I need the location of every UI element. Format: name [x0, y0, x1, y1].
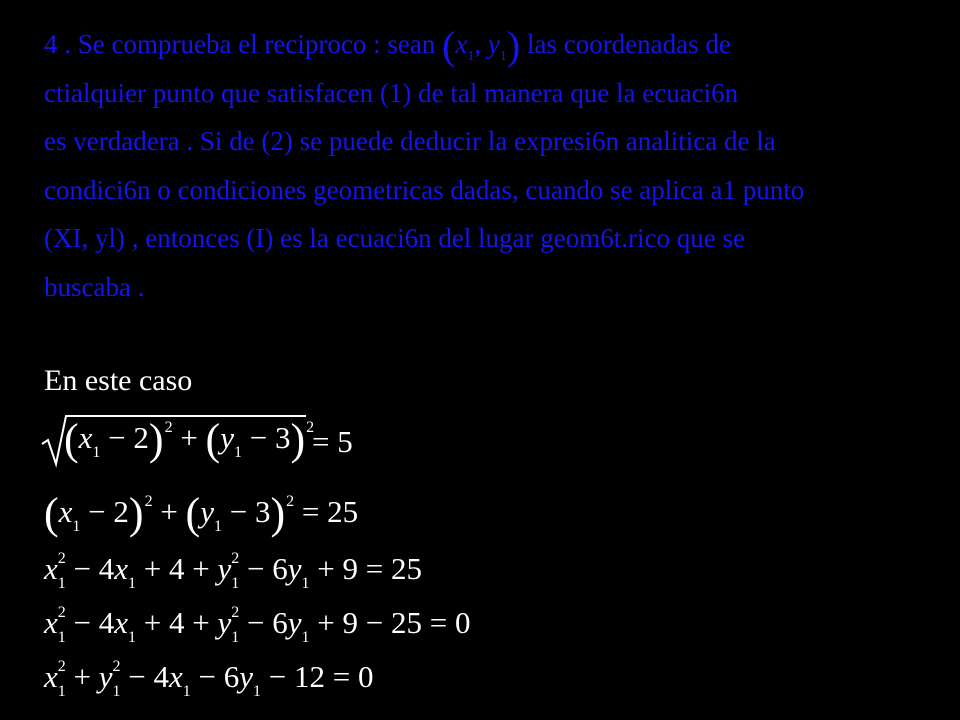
- equation-2: $(x_1 - 2)^2 + (y_1 - 3)^2 = 25$: [44, 489, 359, 538]
- line1-text-start: 4 . Se comprueba el reciproco : sean: [44, 29, 436, 59]
- paragraph-line-5: (XI, yl) , entonces (I) es la ecuaci6n del lugar geom6t.rico que se: [44, 223, 745, 253]
- equation-3: $x_1^2 - 4x_1 + 4 + y_1^2 - 6y_1 + 9 = 25$: [44, 550, 422, 592]
- equation-4: $x_1^2 - 4x_1 + 4 + y_1^2 - 6y_1 + 9 - 25 = 0$: [44, 604, 471, 646]
- line1-text-end: las coordenadas de: [526, 29, 731, 59]
- section-heading: En este caso: [44, 364, 193, 397]
- paragraph-line-1: [44, 20, 944, 69]
- paragraph-line-2: ctialquier punto que satisfacen (1) de tal manera que la ecuaci6n: [44, 77, 739, 108]
- equation-5: $x_1^2 + y_1^2 - 4x_1 - 6y_1 - 12 = 0$: [44, 658, 374, 700]
- paragraph-line-3: es verdadera . Si de (2) se puede deducir la expresi6n analitica de la: [44, 126, 776, 156]
- inline-coordinates: ($x_1$, $y_1$): [442, 23, 521, 68]
- slide: 4 . Se comprueba el reciproco : sean ($x_1$, $y_1$) las coordenadas de ctialquier punto que satisfacen (1) de tal manera que la ecuaci6n es verdadera . Si de (2) se puede deducir la expresi6n analitica de la condici6n o condiciones geometricas dadas, cuando se aplica a1 punto (XI, yl) , entonces (I) es la ecuaci6n del lugar geom6t.rico que se buscaba . En este caso $(x_1 - 2)^2 + (y_1 - 3)^2$ = 5 $(x_1 - 2)^2 + (y_1 - 3)^2 = 25$ $x_1^2 - 4x_1 + 4 + y_1^2 - 6y_1 + 9 = 25$ $x_1^2 - 4x_1 + 4 + y_1^2 - 6y_1 + 9 - 25 = 0$ $x_1^2 + y_1^2 - 4x_1 - 6y_1 - 12 = 0$: [0, 0, 960, 720]
- paragraph-line-4: condici6n o condiciones geometricas dadas, cuando se aplica a1 punto: [44, 174, 805, 205]
- paragraph-line-6: buscaba .: [44, 271, 145, 302]
- paragraph-block: [44, 20, 944, 311]
